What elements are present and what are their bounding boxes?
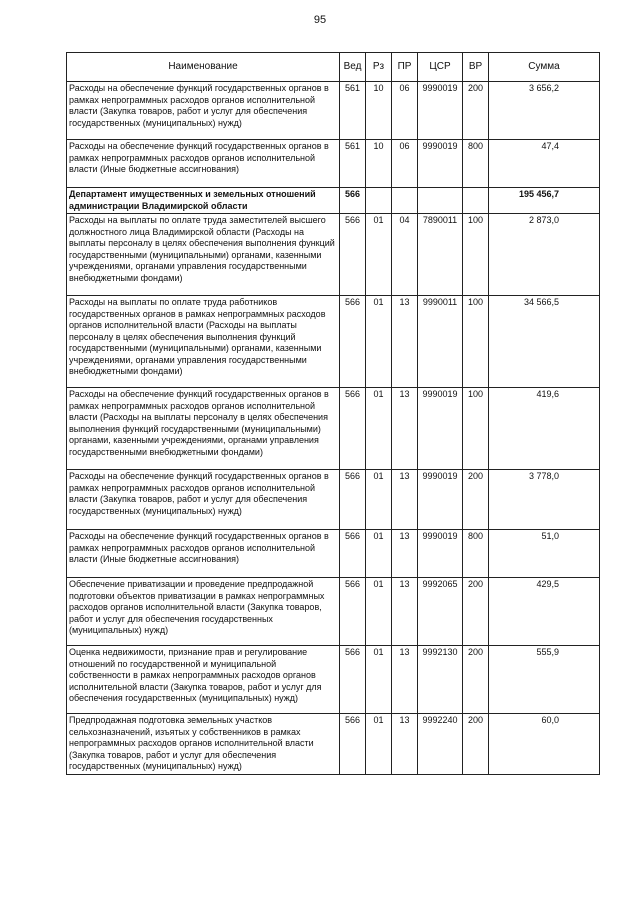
- cell-vr: 800: [463, 140, 489, 188]
- cell-csr: 9990019: [418, 388, 463, 470]
- cell-pr: 13: [392, 470, 418, 530]
- page-number: 95: [313, 14, 327, 26]
- cell-pr: 13: [392, 646, 418, 714]
- table-row: [67, 646, 600, 714]
- cell-csr: 9990019: [418, 530, 463, 578]
- cell-name: Расходы на выплаты по оплате труда работников государственных органов в рамках непрограммных расходов органов исполнительной власти (Расходы на выплаты персоналу в целях обеспечения выполнения функций государственными (муниципальными) органами, казенными учреждениями, органами управления государственными внебюджетными фондами): [67, 296, 340, 388]
- cell-ved: 566: [340, 296, 366, 388]
- header-csr: ЦСР: [418, 53, 463, 82]
- cell-name: Обеспечение приватизации и проведение предпродажной подготовки объектов приватизации в рамках непрограммных расходов органов исполнительной власти (Закупка товаров, работ и услуг для обеспечения государственных (муниципальных) нужд): [67, 578, 340, 646]
- cell-name: Оценка недвижимости, признание прав и регулирование отношений по государственной и муниципальной собственности в рамках непрограммных расходов органов исполнительной власти (Закупка товаров, работ и услуг для обеспечения государственных (муниципальных) нужд): [67, 646, 340, 714]
- cell-csr: 9992130: [418, 646, 463, 714]
- cell-vr: [463, 188, 489, 214]
- cell-rz: 01: [366, 714, 392, 775]
- cell-csr: 9990019: [418, 470, 463, 530]
- cell-sum: 34 566,5: [489, 296, 600, 388]
- cell-rz: 01: [366, 214, 392, 296]
- cell-vr: 200: [463, 714, 489, 775]
- cell-sum: 429,5: [489, 578, 600, 646]
- cell-rz: [366, 188, 392, 214]
- cell-name: Расходы на обеспечение функций государственных органов в рамках непрограммных расходов органов исполнительной власти (Расходы на выплаты персоналу в целях обеспечения выполнения функций государственными (муниципальными) органами, казенными учреждениями, органами управления государственными внебюджетными фондами): [67, 388, 340, 470]
- table-row: [67, 530, 600, 578]
- header-sum: Сумма: [489, 53, 600, 82]
- cell-vr: 100: [463, 296, 489, 388]
- cell-vr: 800: [463, 530, 489, 578]
- table-row: [67, 188, 600, 214]
- cell-csr: 9990019: [418, 140, 463, 188]
- table-row: [67, 140, 600, 188]
- cell-sum: 419,6: [489, 388, 600, 470]
- cell-rz: 01: [366, 296, 392, 388]
- cell-csr: 7890011: [418, 214, 463, 296]
- cell-name: Департамент имущественных и земельных отношений администрации Владимирской области: [67, 188, 340, 214]
- cell-csr: 9992240: [418, 714, 463, 775]
- cell-ved: 561: [340, 140, 366, 188]
- cell-name: Расходы на обеспечение функций государственных органов в рамках непрограммных расходов органов исполнительной власти (Закупка товаров, работ и услуг для обеспечения государственных (муниципальных) нужд): [67, 82, 340, 140]
- header-rz: Рз: [366, 53, 392, 82]
- cell-pr: 13: [392, 578, 418, 646]
- header-ved: Вед: [340, 53, 366, 82]
- cell-sum: 195 456,7: [489, 188, 600, 214]
- cell-ved: 561: [340, 82, 366, 140]
- cell-vr: 200: [463, 470, 489, 530]
- cell-rz: 01: [366, 646, 392, 714]
- table-header-row: [67, 53, 600, 82]
- cell-pr: 13: [392, 388, 418, 470]
- cell-rz: 01: [366, 530, 392, 578]
- cell-csr: 9992065: [418, 578, 463, 646]
- cell-ved: 566: [340, 714, 366, 775]
- table-row: [67, 82, 600, 140]
- cell-name: Предпродажная подготовка земельных участков сельхозназначений, изъятых у собственников в рамках непрограммных расходов органов исполнительной власти (Закупка товаров, работ и услуг для обеспечения государственных (муниципальных) нужд): [67, 714, 340, 775]
- cell-ved: 566: [340, 578, 366, 646]
- cell-vr: 200: [463, 82, 489, 140]
- table-row: [67, 470, 600, 530]
- cell-pr: 13: [392, 296, 418, 388]
- cell-pr: 13: [392, 530, 418, 578]
- cell-sum: 3 656,2: [489, 82, 600, 140]
- cell-vr: 100: [463, 214, 489, 296]
- cell-vr: 200: [463, 646, 489, 714]
- table-row: [67, 714, 600, 775]
- cell-rz: 01: [366, 578, 392, 646]
- table-row: [67, 388, 600, 470]
- cell-rz: 10: [366, 140, 392, 188]
- cell-pr: 04: [392, 214, 418, 296]
- cell-pr: [392, 188, 418, 214]
- cell-csr: [418, 188, 463, 214]
- cell-pr: 06: [392, 140, 418, 188]
- table-row: [67, 578, 600, 646]
- cell-name: Расходы на выплаты по оплате труда заместителей высшего должностного лица Владимирской области (Расходы на выплаты персоналу в целях обеспечения выполнения функций государственными (муниципальными) органами, казенными учреждениями, органами управления государственными внебюджетными фондами): [67, 214, 340, 296]
- cell-ved: 566: [340, 470, 366, 530]
- cell-ved: 566: [340, 188, 366, 214]
- cell-csr: 9990011: [418, 296, 463, 388]
- cell-ved: 566: [340, 214, 366, 296]
- cell-sum: 3 778,0: [489, 470, 600, 530]
- cell-sum: 60,0: [489, 714, 600, 775]
- cell-name: Расходы на обеспечение функций государственных органов в рамках непрограммных расходов органов исполнительной власти (Закупка товаров, работ и услуг для обеспечения государственных (муниципальных) нужд): [67, 470, 340, 530]
- cell-rz: 01: [366, 470, 392, 530]
- cell-rz: 01: [366, 388, 392, 470]
- budget-table: [66, 52, 600, 775]
- cell-sum: 47,4: [489, 140, 600, 188]
- cell-sum: 2 873,0: [489, 214, 600, 296]
- cell-pr: 13: [392, 714, 418, 775]
- header-name: Наименование: [67, 53, 340, 82]
- cell-csr: 9990019: [418, 82, 463, 140]
- cell-ved: 566: [340, 646, 366, 714]
- cell-ved: 566: [340, 530, 366, 578]
- table-row: [67, 214, 600, 296]
- header-pr: ПР: [392, 53, 418, 82]
- cell-ved: 566: [340, 388, 366, 470]
- table-row: [67, 296, 600, 388]
- cell-pr: 06: [392, 82, 418, 140]
- cell-name: Расходы на обеспечение функций государственных органов в рамках непрограммных расходов органов исполнительной власти (Иные бюджетные ассигнования): [67, 530, 340, 578]
- cell-sum: 555,9: [489, 646, 600, 714]
- cell-rz: 10: [366, 82, 392, 140]
- cell-sum: 51,0: [489, 530, 600, 578]
- cell-vr: 100: [463, 388, 489, 470]
- cell-vr: 200: [463, 578, 489, 646]
- header-vr: ВР: [463, 53, 489, 82]
- cell-name: Расходы на обеспечение функций государственных органов в рамках непрограммных расходов органов исполнительной власти (Иные бюджетные ассигнования): [67, 140, 340, 188]
